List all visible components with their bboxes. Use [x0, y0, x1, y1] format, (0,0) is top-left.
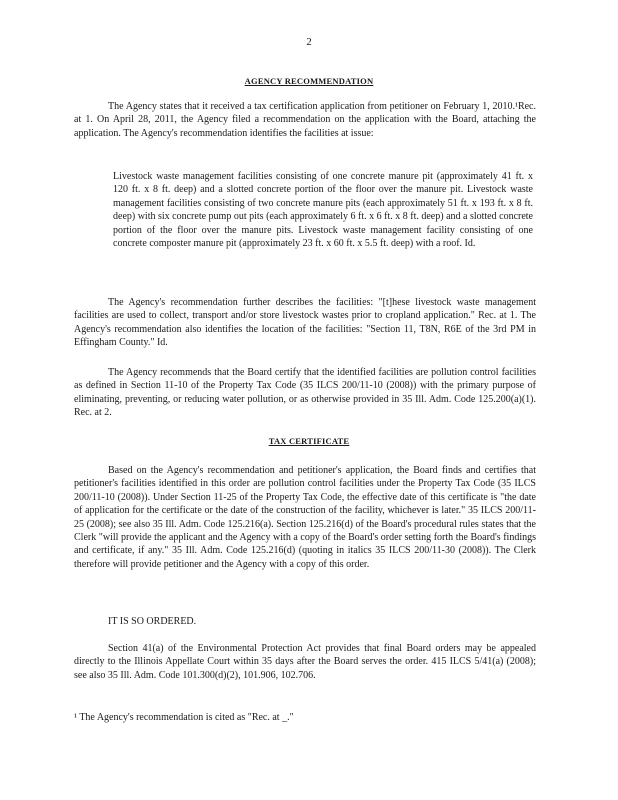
page-number: 2 — [306, 36, 312, 48]
paragraph-board-findings: Based on the Agency's recommendation and petitioner's application, the Board finds and certifies that petitioner's facilities identified in this order are pollution control facilities under the Property Tax Code (35 ILCS 200/11-10 (2008)). Under Section 11-25 of the Property Tax Code, the effective date of this certificate is "the date of application for the certificate or the date of the construction of the facility, whichever is later." 35 ILCS 200/11-25 (2008); see also 35 Ill. Adm. Code 125.216(a). Section 125.216(d) of the Board's procedural rules states that the Clerk "will provide the applicant and the Agency with a copy of the Board's order setting forth the Board's findings and certificate, if any." 35 Ill. Adm. Code 125.216(d) (quoting in italics 35 ILCS 200/11-30 (2008)). The Clerk therefore will provide petitioner and the Agency with a copy of this order. — [74, 465, 536, 570]
paragraph-facility-description: The Agency's recommendation further describes the facilities: "[t]hese livestock waste management facilities are used to collect, transport and/or store livestock wastes prior to cropland application." Rec. at 1. The Agency's recommendation also identifies the location of the facilities: "Section 11, T8N, R6E of the 3rd PM in Effingham County." Id. — [74, 297, 536, 349]
heading-tax-certificate: TAX CERTIFICATE — [268, 436, 350, 446]
block-quote-facilities: Livestock waste management facilities consisting of one concrete manure pit (approximately 41 ft. x 120 ft. x 8 ft. deep) and a slotted concrete portion of the floor over the manure pit. Livestock waste management facilities consisting of two concrete manure pits (each approximately 51 ft. x 193 ft. x 8 ft. deep) with six concrete pump out pits (each approximately 6 ft. x 6 ft. x 8 ft. deep) and a slotted concrete portion of the floor over the manure pits. Livestock waste management facility consisting of one concrete composter manure pit (approximately 23 ft. x 60 ft. x 5.5 ft. deep) with a roof. Id. — [113, 171, 533, 250]
ordered-statement: IT IS SO ORDERED. — [108, 616, 197, 627]
paragraph-appeal-rights: Section 41(a) of the Environmental Protection Act provides that final Board orders may be appealed directly to the Illinois Appellate Court within 35 days after the Board serves the order. 415 ILCS 5/41(a) (2008); see also 35 Ill. Adm. Code 101.300(d)(2), 101.906, 102.706. — [74, 643, 536, 681]
paragraph-agency-statement: The Agency states that it received a tax certification application from petitioner on February 1, 2010.¹Rec. at 1. On April 28, 2011, the Agency filed a recommendation on the application with the Board, attaching the application. The Agency's recommendation identifies the facilities at issue: — [74, 101, 536, 139]
paragraph-agency-recommends: The Agency recommends that the Board certify that the identified facilities are pollution control facilities as defined in Section 11-10 of the Property Tax Code (35 ILCS 200/11-10 (2008)) with the primary purpose of eliminating, preventing, or reducing water pollution, or as otherwise provided in 35 Ill. Adm. Code 125.200(a)(1). Rec. at 2. — [74, 367, 536, 419]
footnote: ¹ The Agency's recommendation is cited as "Rec. at _." — [74, 712, 294, 723]
heading-agency-recommendation: AGENCY RECOMMENDATION — [244, 76, 374, 86]
